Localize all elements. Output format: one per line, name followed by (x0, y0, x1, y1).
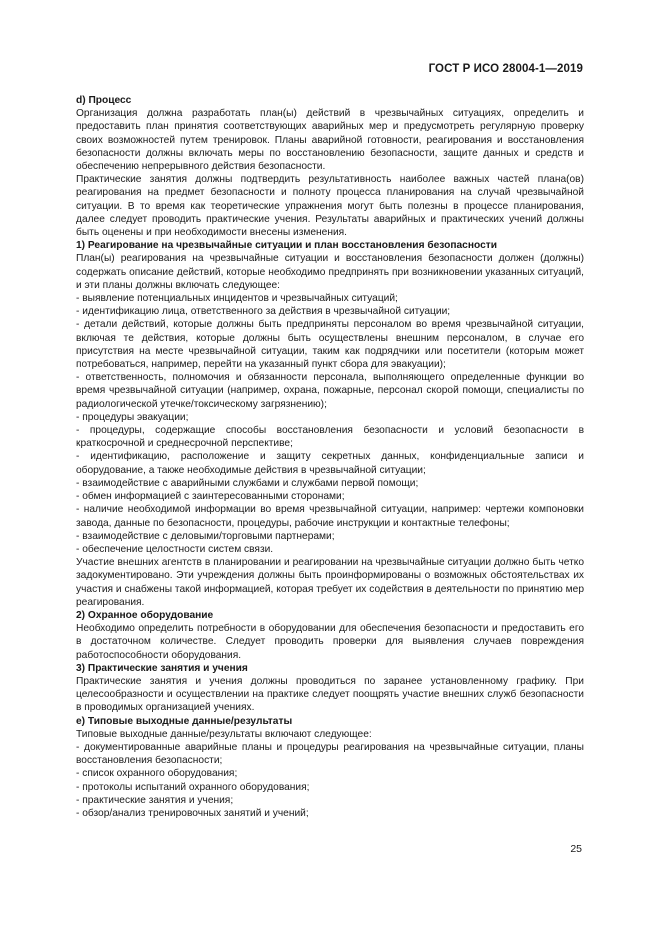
paragraph: - взаимодействие с деловыми/торговыми партнерами; (76, 530, 335, 542)
document-body (76, 94, 584, 820)
paragraph: Практические занятия должны подтвердить результативность наиболее важных частей плана(ов) реагирования на предмет безопасности и полноту процесса планирования на случай чрезвычайной ситуации. В то время как теоретические упражнения могут быть полезны в процессе планирования, далее следует проводить практические учения. Результаты аварийных и практических учений должны быть оценены и при необходимости внесены изменения. (76, 174, 584, 239)
paragraph: - идентификацию лица, ответственного за действия в чрезвычайной ситуации; (76, 306, 451, 318)
paragraph: - наличие необходимой информации во время чрезвычайной ситуации, например: чертежи компоновки завода, данные по безопасности, процедуры, рабочие инструкции и контактные телефоны; (76, 504, 584, 529)
section-heading: e) Типовые выходные данные/результаты (76, 715, 293, 727)
paragraph: - процедуры эвакуации; (76, 411, 189, 423)
paragraph: - документированные аварийные планы и процедуры реагирования на чрезвычайные ситуации, планы восстановления безопасности; (76, 741, 584, 767)
paragraph: - детали действий, которые должны быть предприняты персоналом во время чрезвычайной ситуации, включая те действия, которые должны быть осуществлены внешним персоналом, в случае его присутствия на месте чрезвычайной ситуации, таким как подрядчики или посетители (которым может потребоваться, например, перейти на указанный пункт сбора для эвакуации); (76, 319, 584, 371)
paragraph: - процедуры, содержащие способы восстановления безопасности и условий безопасности в краткосрочной и среднесрочной перспективе; (76, 425, 584, 450)
paragraph: - идентификацию, расположение и защиту секретных данных, конфиденциальные записи и оборудование, а также необходимые действия в чрезвычайной ситуации; (76, 451, 584, 476)
section-heading: 1) Реагирование на чрезвычайные ситуации и план восстановления безопасности (76, 240, 497, 252)
document-header: ГОСТ Р ИСО 28004-1—2019 (428, 63, 583, 75)
paragraph: Участие внешних агентств в планировании и реагировании на чрезвычайные ситуации должно быть четко задокументировано. Эти учреждения должны быть проинформированы о возможных обстоятельствах их участия и снабжены такой информацией, которая требует их содействия в деятельности по принятию мер реагирования. (76, 557, 584, 608)
paragraph: План(ы) реагирования на чрезвычайные ситуации и восстановления безопасности должен (должны) содержать описание действий, которые необходимо предпринять при возникновении указанных ситуаций, и эти планы должны включать следующее: (76, 253, 584, 291)
paragraph: - выявление потенциальных инцидентов и чрезвычайных ситуаций; (76, 293, 398, 305)
paragraph: - обеспечение целостности систем связи. (76, 543, 274, 555)
page-number: 25 (570, 843, 582, 855)
paragraph: Необходимо определить потребности в оборудовании для обеспечения безопасности и предоставить его в достаточном количестве. Следует проводить проверки для выявления случаев повреждения работоспособности оборудования. (76, 623, 584, 661)
section-heading: 3) Практические занятия и учения (76, 662, 248, 674)
section-heading: d) Процесс (76, 95, 132, 106)
paragraph: - обзор/анализ тренировочных занятий и учений; (76, 807, 309, 819)
paragraph: - практические занятия и учения; (76, 794, 234, 806)
paragraph: - ответственность, полномочия и обязанности персонала, выполняющего определенные функции во время чрезвычайной ситуации (например, охрана, пожарные, персонал скорой помощи, специалисты по радиологической утечке/токсическому загрязнению); (76, 372, 584, 410)
section-heading: 2) Охранное оборудование (76, 609, 214, 621)
paragraph: - список охранного оборудования; (76, 768, 238, 780)
paragraph: Типовые выходные данные/результаты включают следующее: (76, 728, 372, 740)
paragraph: - взаимодействие с аварийными службами и службами первой помощи; (76, 477, 419, 489)
paragraph: Организация должна разработать план(ы) действий в чрезвычайных ситуациях, определить и предоставить план принятия соответствующих аварийных мер и предусмотреть регулярную проверку своих возможностей путем тренировок. Планы аварийной готовности, реагирования и восстановления безопасности должны включать меры по восстановлению безопасности, защите данных и средств и обеспечению непрерывного действия безопасности. (76, 108, 584, 173)
paragraph: - обмен информацией с заинтересованными сторонами; (76, 491, 345, 503)
paragraph: Практические занятия и учения должны проводиться по заранее установленному графику. При целесообразности и осуществлении на практике следует поощрять участие внешних служб безопасности в проводимых организацией учениях. (76, 675, 584, 714)
paragraph: - протоколы испытаний охранного оборудования; (76, 781, 310, 793)
